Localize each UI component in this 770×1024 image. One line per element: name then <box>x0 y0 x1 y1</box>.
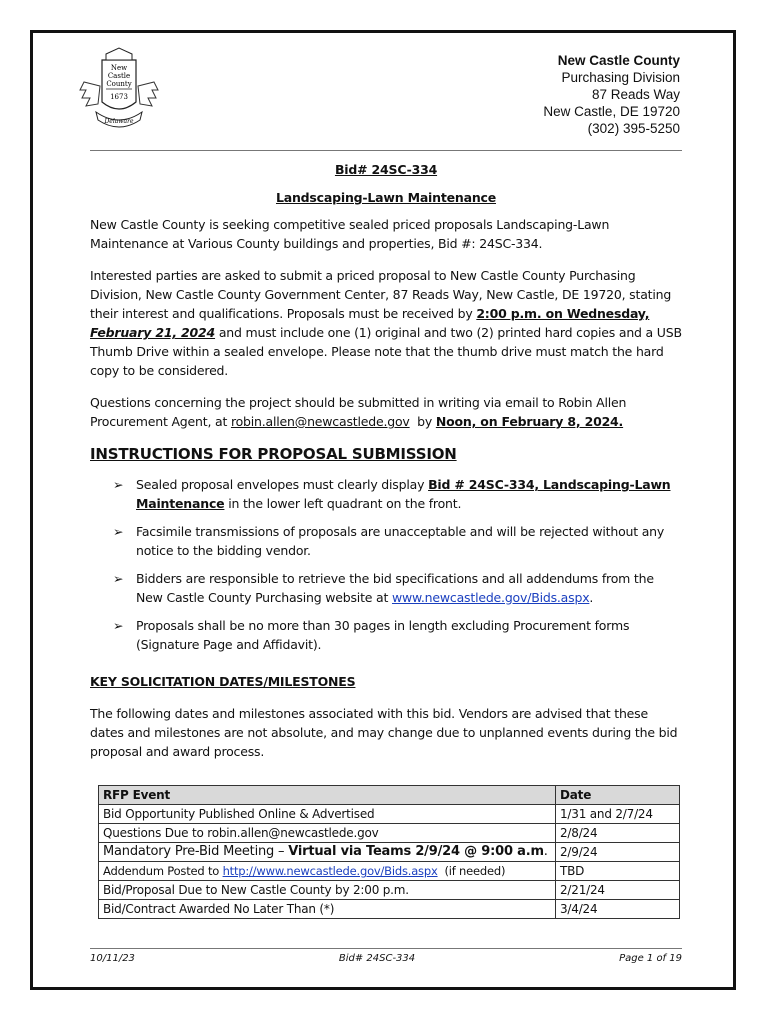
county-name: New Castle County <box>557 53 680 68</box>
table-row <box>99 900 680 919</box>
item-text: . <box>589 590 594 605</box>
bid-number: Bid# 24SC-334 <box>334 162 438 177</box>
milestones-table <box>98 785 680 919</box>
table-row <box>99 862 680 881</box>
date-cell: 2/8/24 <box>556 824 680 843</box>
arrow-bullet-icon: ➢ <box>113 571 124 586</box>
list-item <box>90 475 682 513</box>
deadline-time: 2:00 p.m. on Wednesday, <box>476 306 650 321</box>
procurement-email-link[interactable]: robin.allen@newcastlede.gov <box>230 414 410 429</box>
submission-text-2: and must include one (1) original and two (2) printed hard copies and a USB Thumb Drive within a sealed envelope. Please note that the thumb drive must match the hard copy to be considered. <box>90 325 682 378</box>
date-cell: TBD <box>556 862 680 881</box>
seal-line-3: County <box>106 80 132 88</box>
list-item <box>90 616 682 654</box>
date-column-header: Date <box>556 786 680 805</box>
instructions-heading: INSTRUCTIONS FOR PROPOSAL SUBMISSION <box>90 445 457 463</box>
division-name: Purchasing Division <box>561 70 680 85</box>
event-cell: Questions Due to robin.allen@newcastlede.gov <box>99 824 556 843</box>
questions-paragraph <box>90 393 682 431</box>
questions-by: by <box>409 414 436 429</box>
addendum-link[interactable]: http://www.newcastlede.gov/Bids.aspx <box>222 864 438 878</box>
date-cell: 2/9/24 <box>556 843 680 862</box>
event-cell <box>99 862 556 881</box>
item-text: in the lower left quadrant on the front. <box>224 496 462 511</box>
arrow-bullet-icon: ➢ <box>113 477 124 492</box>
table-header-row <box>99 786 680 805</box>
list-item <box>90 569 682 607</box>
phone-number: (302) 395-5250 <box>587 121 680 136</box>
bids-website-link[interactable]: www.newcastlede.gov/Bids.aspx <box>391 590 590 605</box>
footer-page-number: Page 1 of 19 <box>619 953 682 964</box>
questions-deadline: Noon, on February 8, 2024. <box>435 414 624 429</box>
seal-line-1: New <box>110 64 128 72</box>
letterhead-address <box>543 52 680 137</box>
milestones-intro: The following dates and milestones associated with this bid. Vendors are advised that these dates and milestones are not absolute, and may change due to unplanned events during the bid proposal and award process. <box>90 706 678 759</box>
milestones-heading: KEY SOLICITATION DATES/MILESTONES <box>90 674 356 689</box>
intro-paragraph: New Castle County is seeking competitive sealed priced proposals Landscaping-Lawn Maintenance at Various County buildings and properties, Bid #: 24SC-334. <box>90 217 610 251</box>
event-text: . <box>543 844 548 859</box>
footer-bid: Bid# 24SC-334 <box>338 953 416 964</box>
item-text: Sealed proposal envelopes must clearly display <box>136 477 429 492</box>
footer-date: 10/11/23 <box>90 953 135 964</box>
event-bold-text: Virtual via Teams 2/9/24 @ 9:00 a.m <box>288 844 544 859</box>
event-text: Mandatory Pre-Bid Meeting – <box>103 844 289 859</box>
item-text: Bidders are responsible to retrieve the bid specifications and all addendums from the New Castle County Purchasing website at <box>136 571 654 605</box>
questions-text: Questions concerning the project should be submitted in writing via email to Robin Allen Procurement Agent, at <box>90 395 627 429</box>
seal-ribbon: Delaware <box>104 118 134 125</box>
table-row <box>99 805 680 824</box>
submission-paragraph <box>90 266 682 380</box>
arrow-bullet-icon: ➢ <box>113 524 124 539</box>
list-item <box>90 522 682 560</box>
seal-line-2: Castle <box>107 72 131 80</box>
item-text: Proposals shall be no more than 30 pages in length excluding Procurement forms (Signature Page and Affidavit). <box>136 618 630 652</box>
bid-title: Landscaping-Lawn Maintenance <box>275 190 497 205</box>
table-row <box>99 824 680 843</box>
submission-text-1: Interested parties are asked to submit a priced proposal to New Castle County Purchasing Division, New Castle County Government Center, 87 Reads Way, New Castle, DE 19720, stating their interest and qualifications. Proposals must be received by <box>90 268 672 321</box>
date-cell: 3/4/24 <box>556 900 680 919</box>
event-cell: Bid/Proposal Due to New Castle County by 2:00 p.m. <box>99 881 556 900</box>
instructions-list <box>90 475 682 654</box>
seal-year: 1673 <box>110 93 128 101</box>
event-cell: Bid/Contract Awarded No Later Than (*) <box>99 900 556 919</box>
date-cell: 1/31 and 2/7/24 <box>556 805 680 824</box>
header-divider <box>90 150 682 151</box>
table-row <box>99 881 680 900</box>
date-cell: 2/21/24 <box>556 881 680 900</box>
page-footer <box>90 948 682 964</box>
item-text: Facsimile transmissions of proposals are unacceptable and will be rejected without any notice to the bidding vendor. <box>136 524 665 558</box>
deadline-date: February 21, 2024 <box>90 325 216 340</box>
document-body <box>90 160 682 919</box>
event-cell: Bid Opportunity Published Online & Advertised <box>99 805 556 824</box>
street-address: 87 Reads Way <box>591 87 680 102</box>
table-row <box>99 843 680 862</box>
item-bold-text: Bid # 24SC-334, Landscaping-Lawn Maintenance <box>136 477 671 511</box>
event-column-header: RFP Event <box>99 786 556 805</box>
event-text: Addendum Posted to <box>103 864 223 878</box>
city-address: New Castle, DE 19720 <box>543 104 680 119</box>
event-cell <box>99 843 556 862</box>
event-text: (if needed) <box>437 864 506 878</box>
arrow-bullet-icon: ➢ <box>113 618 124 633</box>
county-seal-logo <box>76 46 162 132</box>
